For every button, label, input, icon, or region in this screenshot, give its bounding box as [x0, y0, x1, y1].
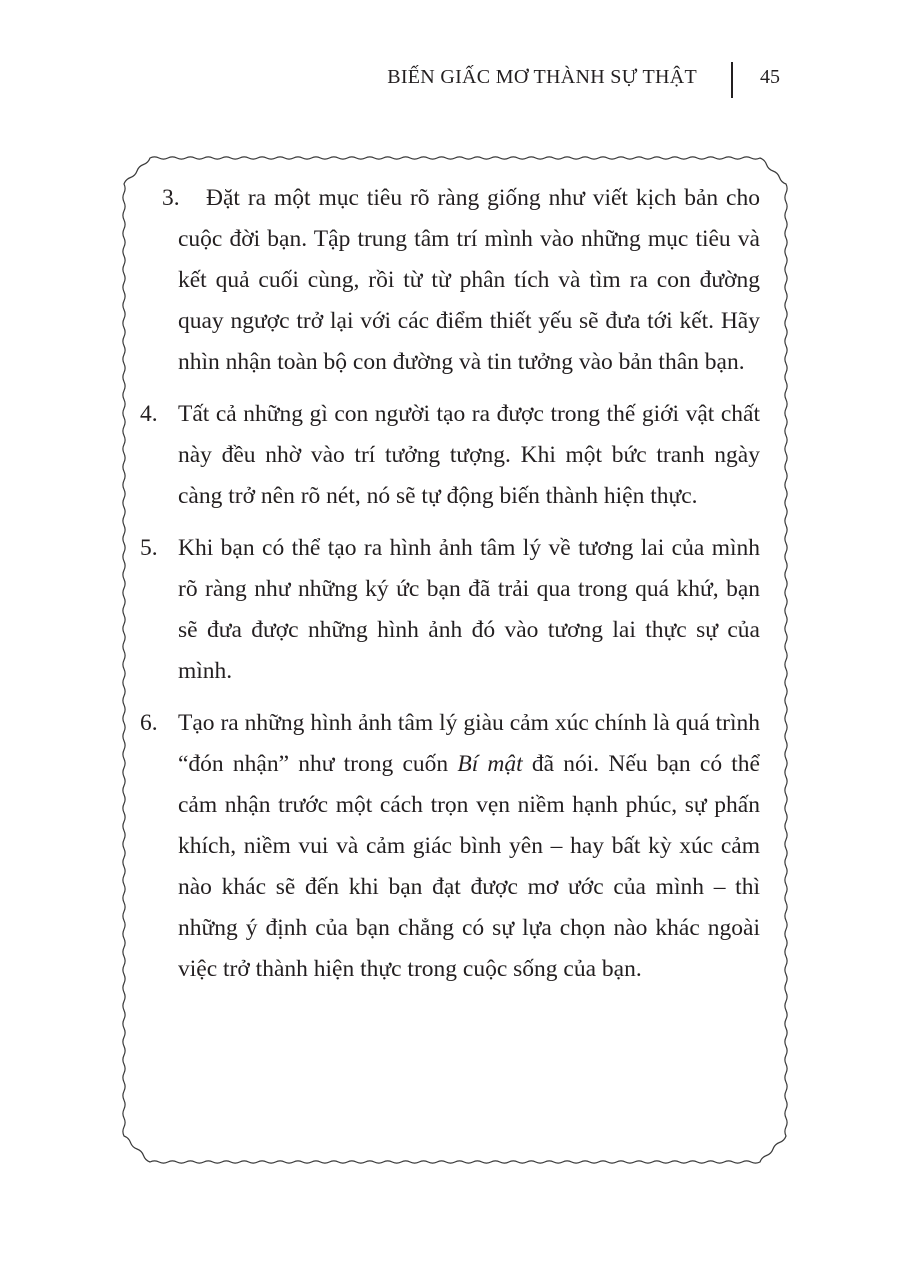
- list-item: [130, 528, 760, 692]
- item-text: Khi bạn có thể tạo ra hình ảnh tâm lý về tương lai của mình rõ ràng như những ký ức bạn đã trải qua trong quá khứ, bạn sẽ đưa được những hình ảnh đó vào tương lai thực sự của mình.: [178, 535, 760, 684]
- item-text-part: Tạo ra những hình ảnh tâm lý giàu cảm xúc chính là quá trình “đón nhận” như trong cuốn: [178, 710, 760, 777]
- header-divider: [731, 62, 733, 98]
- item-number: 4.: [140, 401, 158, 427]
- item-text: Tất cả những gì con người tạo ra được trong thế giới vật chất này đều nhờ vào trí tưởng tượng. Khi một bức tranh ngày càng trở nên rõ nét, nó sẽ tự động biến thành hiện thực.: [178, 401, 760, 509]
- list-item: [130, 703, 760, 990]
- numbered-list: [130, 178, 760, 1001]
- running-head: [0, 62, 910, 102]
- item-text: Đặt ra một mục tiêu rõ ràng giống như viết kịch bản cho cuộc đời bạn. Tập trung tâm trí mình vào những mục tiêu và kết quả cuối cùng, rồi từ từ phân tích và tìm ra con đường quay ngược trở lại với các điểm thiết yếu sẽ đưa tới kết. Hãy nhìn nhận toàn bộ con đường và tin tưởng vào bản thân bạn.: [178, 185, 760, 375]
- item-text: [178, 710, 760, 982]
- list-item: [130, 178, 760, 383]
- item-text-part: đã nói. Nếu bạn có thể cảm nhận trước một cách trọn vẹn niềm hạnh phúc, sự phấn khích, niềm vui và cảm giác bình yên – hay bất kỳ xúc cảm nào khác sẽ đến khi bạn đạt được mơ ước của mình – thì những ý định của bạn chẳng có sự lựa chọn nào khác ngoài việc trở thành hiện thực trong cuộc sống của bạn.: [178, 751, 760, 982]
- item-number: 5.: [140, 535, 158, 561]
- item-number: 3.: [162, 185, 180, 211]
- book-title: Bí mật: [457, 751, 523, 777]
- list-item: [130, 394, 760, 517]
- page-number: 45: [760, 66, 780, 88]
- item-number: 6.: [140, 710, 158, 736]
- running-title: BIẾN GIẤC MƠ THÀNH SỰ THẬT: [387, 66, 697, 88]
